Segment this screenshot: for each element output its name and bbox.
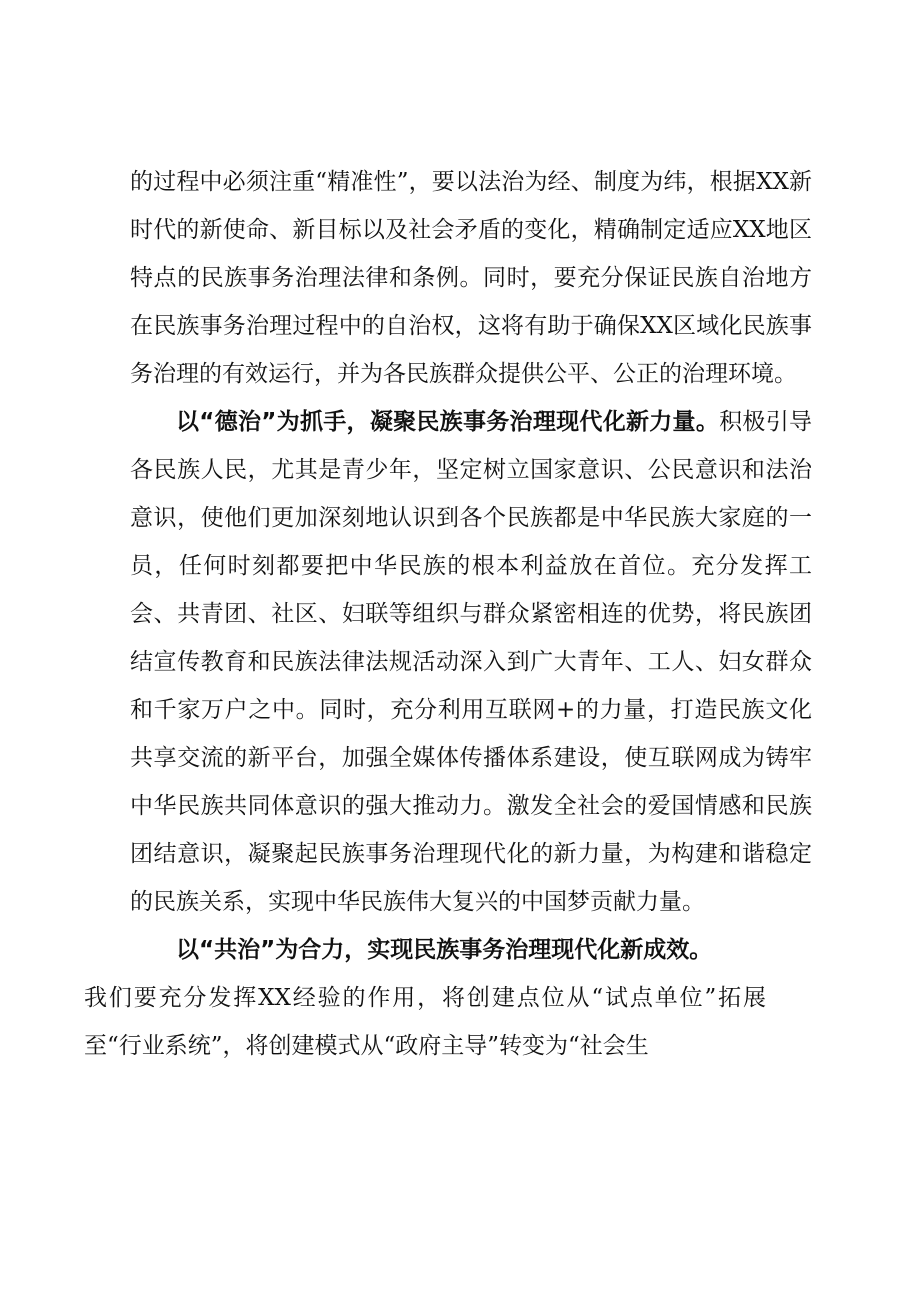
paragraph-3-body: 我们要充分发挥XX经验的作用，将创建点位从“试点单位”拓展至“行业系统”，将创建模式从“政府主导”转变为“社会生 xyxy=(84,985,766,1059)
paragraph-3 xyxy=(84,926,812,1070)
paragraph-1 xyxy=(130,158,812,398)
paragraph-2 xyxy=(130,398,812,926)
paragraph-2-heading: 以“德治”为抓手，凝聚民族事务治理现代化新力量。 xyxy=(176,409,720,435)
paragraph-2-body: 积极引导各民族人民，尤其是青少年，坚定树立国家意识、公民意识和法治意识，使他们更加深刻地认识到各个民族都是中华民族大家庭的一员，任何时刻都要把中华民族的根本利益放在首位。充分发挥工会、共青团、社区、妇联等组织与群众紧密相连的优势，将民族团结宣传教育和民族法律法规活动深入到广大青年、工人、妇女群众和千家万户之中。同时，充分利用互联网+的力量，打造民族文化共享交流的新平台，加强全媒体传播体系建设，使互联网成为铸牢中华民族共同体意识的强大推动力。激发全社会的爱国情感和民族团结意识，凝聚起民族事务治理现代化的新力量，为构建和谐稳定的民族关系，实现中华民族伟大复兴的中国梦贡献力量。 xyxy=(130,409,813,915)
document-body xyxy=(84,158,813,1070)
paragraph-3-heading: 以“共治”为合力，实现民族事务治理现代化新成效。 xyxy=(176,937,713,963)
paragraph-1-body: 的过程中必须注重“精准性”，要以法治为经、制度为纬，根据XX新时代的新使命、新目标以及社会矛盾的变化，精确制定适应XX地区特点的民族事务治理法律和条例。同时，要充分保证民族自治地方在民族事务治理过程中的自治权，这将有助于确保XX区域化民族事务治理的有效运行，并为各民族群众提供公平、公正的治理环境。 xyxy=(130,169,812,387)
